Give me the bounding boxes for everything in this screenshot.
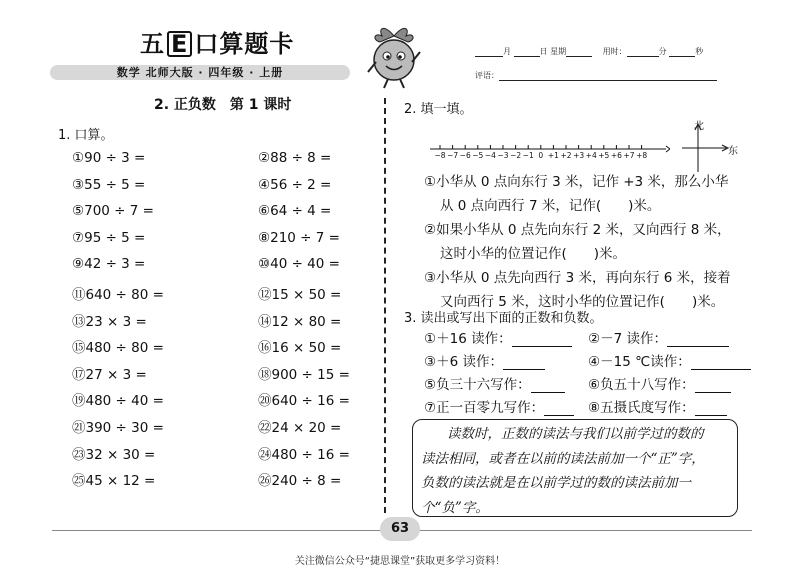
calc-item: ⑫15 × 50 = bbox=[258, 287, 342, 303]
read-write-label: ①＋16 读作： bbox=[424, 331, 512, 347]
tip-line: 负数的读法就是在以前学过的数的读法前加一 bbox=[421, 475, 691, 491]
reading-tip-box bbox=[412, 419, 738, 517]
tip-line: 读数时，正数的读法与我们以前学过的数的 bbox=[447, 426, 704, 442]
number-line-tick-label: −7 bbox=[447, 151, 459, 160]
read-write-item bbox=[424, 396, 574, 416]
calc-item: ⑯16 × 50 = bbox=[258, 340, 342, 357]
calc-item: ⑨42 ÷ 3 = bbox=[72, 256, 146, 273]
number-line-tick-label: −6 bbox=[459, 151, 471, 160]
number-line-tick-label: +6 bbox=[610, 151, 622, 160]
number-line-tick-label: +3 bbox=[573, 151, 585, 160]
calc-item: ㉔480 ÷ 16 = bbox=[258, 446, 350, 463]
answer-blank[interactable] bbox=[695, 401, 727, 416]
card-brand-title: 五 E 口算题卡 bbox=[140, 30, 295, 58]
read-write-label: ⑥负五十八写作： bbox=[588, 377, 695, 393]
calc-item: ⑳640 ÷ 16 = bbox=[258, 393, 350, 410]
problem-line: 又向西行 5 米，这时小华的位置记作( )米。 bbox=[440, 294, 725, 310]
calc-item: ①90 ÷ 3 = bbox=[72, 150, 146, 166]
comment-line: 评语： bbox=[475, 70, 717, 81]
calc-item: ⑤700 ÷ 7 = bbox=[72, 203, 154, 220]
calc-item: ⑦95 ÷ 5 = bbox=[72, 229, 146, 246]
section-2-heading: 2. 填一填。 bbox=[404, 102, 473, 117]
number-line-tick-label: −5 bbox=[472, 151, 484, 160]
calc-item: ④56 ÷ 2 = bbox=[258, 176, 332, 193]
number-line-tick-label: +8 bbox=[636, 151, 648, 160]
section-1-heading: 1. 口算。 bbox=[58, 128, 114, 143]
tip-line: 读法相同，或者在以前的读法前加一个“正”字， bbox=[421, 450, 705, 467]
problem-line: ①小华从 0 点向东行 3 米，记作 +3 米，那么小华 bbox=[424, 174, 729, 190]
problem-line: 这时小华的位置记作( )米。 bbox=[440, 246, 627, 262]
calc-item: ⑭12 × 80 = bbox=[258, 313, 342, 330]
number-line-tick-label: −8 bbox=[434, 151, 446, 160]
lesson-title: 2. 正负数 第 1 课时 bbox=[154, 97, 292, 113]
number-line-tick-label: +4 bbox=[585, 151, 597, 160]
compass-north-label: 北 bbox=[694, 121, 704, 132]
calc-item: ⑬23 × 3 = bbox=[72, 313, 147, 330]
read-write-item bbox=[588, 327, 729, 347]
number-line-tick-label: +1 bbox=[547, 151, 559, 160]
read-write-item bbox=[424, 327, 572, 347]
read-write-item bbox=[424, 350, 545, 370]
calc-item: ⑰27 × 3 = bbox=[72, 366, 147, 383]
number-line-tick-label: −4 bbox=[484, 151, 496, 160]
page-number: 63 bbox=[380, 517, 420, 541]
number-line-tick-label: −1 bbox=[522, 151, 534, 160]
read-write-label: ③＋6 读作： bbox=[424, 354, 503, 370]
answer-blank[interactable] bbox=[544, 401, 574, 416]
calc-item: ②88 ÷ 8 = bbox=[258, 150, 332, 166]
number-line-tick-label: +5 bbox=[598, 151, 610, 160]
mascot-radish-icon bbox=[364, 22, 424, 90]
answer-blank[interactable] bbox=[695, 378, 731, 393]
number-line-tick-label: −3 bbox=[497, 151, 509, 160]
problem-line: ③小华从 0 点先向西行 3 米，再向东行 6 米，接着 bbox=[424, 270, 731, 286]
calc-item: ㉑390 ÷ 30 = bbox=[72, 420, 164, 436]
number-line-tick-label: 0 bbox=[538, 151, 544, 160]
date-time-line: 月 日 星期 用时： 分 秒 bbox=[475, 46, 703, 57]
problem-line: 从 0 点向西行 7 米，记作( )米。 bbox=[440, 198, 661, 214]
read-write-label: ⑤负三十六写作： bbox=[424, 377, 531, 393]
calc-item: ⑪640 ÷ 80 = bbox=[72, 287, 164, 303]
number-line-tick-label: −2 bbox=[510, 151, 522, 160]
calc-item: ㉖240 ÷ 8 = bbox=[258, 473, 342, 490]
calc-item: ㉕45 × 12 = bbox=[72, 473, 156, 490]
calc-item: ㉒24 × 20 = bbox=[258, 420, 342, 436]
compass-east-label: 东 bbox=[728, 146, 738, 157]
read-write-label: ④－15 ℃读作： bbox=[588, 354, 691, 370]
answer-blank[interactable] bbox=[691, 355, 751, 370]
subject-bar: 数学 北师大版 · 四年级 · 上册 bbox=[50, 65, 350, 80]
section-3-heading: 3. 读出或写出下面的正数和负数。 bbox=[404, 311, 603, 326]
tip-line: 个“负”字。 bbox=[421, 499, 489, 516]
read-write-item bbox=[588, 373, 731, 393]
fill-in-problems bbox=[424, 170, 764, 314]
calc-item: ⑱900 ÷ 15 = bbox=[258, 366, 350, 383]
calc-item: ⑧210 ÷ 7 = bbox=[258, 229, 340, 246]
read-write-item bbox=[588, 350, 751, 370]
calc-item: ⑲480 ÷ 40 = bbox=[72, 393, 164, 410]
answer-blank[interactable] bbox=[531, 378, 565, 393]
read-write-label: ②－7 读作： bbox=[588, 331, 667, 347]
number-line-labels bbox=[430, 151, 670, 163]
calc-item: ⑩40 ÷ 40 = bbox=[258, 256, 340, 273]
read-write-item bbox=[424, 373, 565, 393]
read-write-label: ⑦正一百零九写作： bbox=[424, 400, 545, 416]
read-write-label: ⑧五摄氏度写作： bbox=[588, 400, 695, 416]
calc-item: ㉓32 × 30 = bbox=[72, 446, 156, 463]
calc-item: ③55 ÷ 5 = bbox=[72, 176, 146, 193]
read-write-item bbox=[588, 396, 727, 416]
number-line-tick-label: +2 bbox=[560, 151, 572, 160]
answer-blank[interactable] bbox=[512, 332, 572, 347]
answer-blank[interactable] bbox=[503, 355, 545, 370]
problem-line: ②如果小华从 0 点先向东行 2 米，又向西行 8 米， bbox=[424, 222, 731, 238]
footer-note: 关注微信公众号“捷思课堂”获取更多学习资料！ bbox=[294, 556, 506, 567]
calc-item: ⑥64 ÷ 4 = bbox=[258, 203, 332, 220]
answer-blank[interactable] bbox=[667, 332, 729, 347]
calc-item: ⑮480 ÷ 80 = bbox=[72, 340, 164, 357]
number-line-tick-label: +7 bbox=[623, 151, 635, 160]
column-divider bbox=[384, 98, 386, 513]
